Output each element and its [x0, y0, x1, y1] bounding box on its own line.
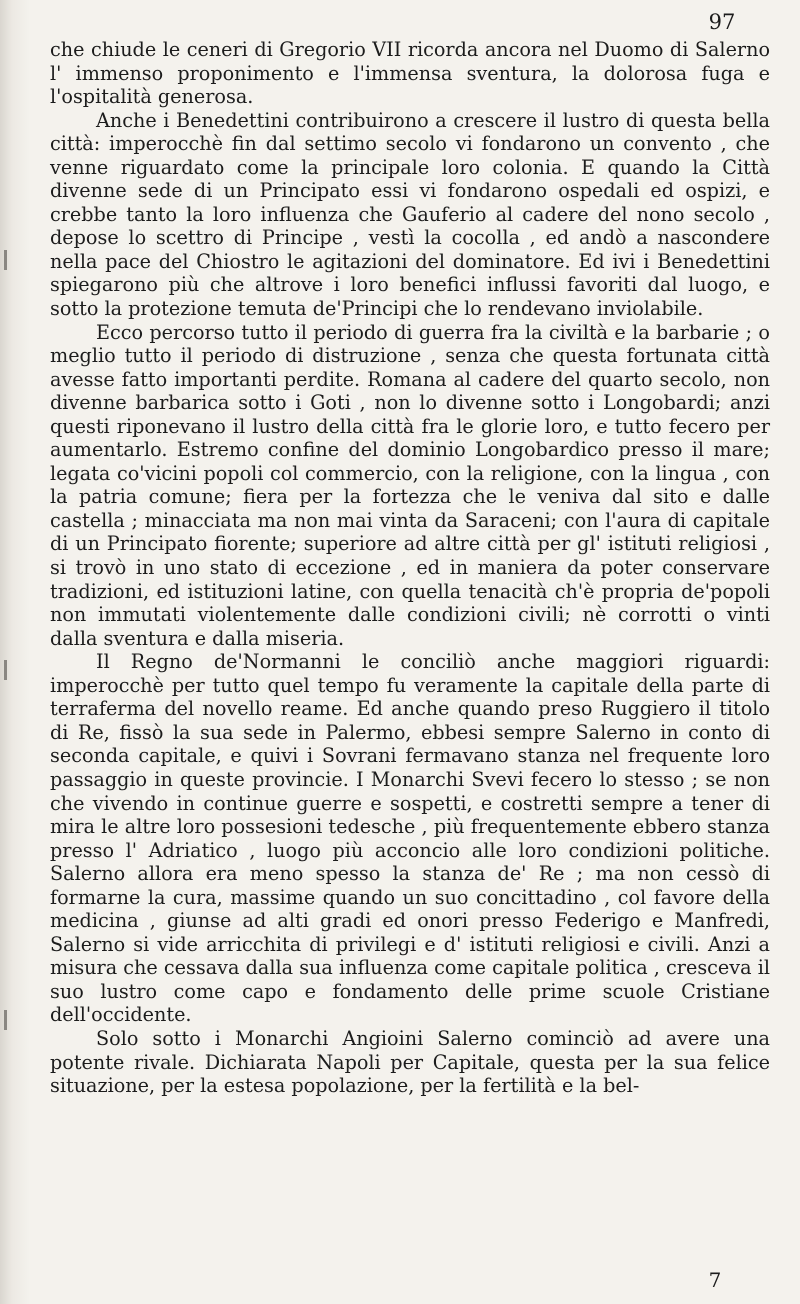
page-body	[50, 38, 770, 1098]
paragraph: Ecco percorso tutto il periodo di guerra fra la civiltà e la barbarie ; o meglio tutto il periodo di distruzione , senza che questa fortunata città avesse fatto importanti perdite. Romana al cadere del quarto secolo, non divenne barbarica sotto i Goti , non lo divenne sotto i Longobardi; anzi questi riponevano il lustro della città fra le glorie loro, e tutto fecero per aumentarlo. Estremo confine del dominio Longobardico presso il mare; legata co'vicini popoli col commercio, con la religione, con la lingua , con la patria comune; fiera per la fortezza che le veniva dal sito e dalle castella ; minacciata ma non mai vinta da Saraceni; con l'aura di capitale di un Principato fiorente; superiore ad altre città per gl' istituti religiosi , si trovò in uno stato di eccezione , ed in maniera da poter conservare tradizioni, ed istituzioni latine, con quella tenacità ch'è propria de'popoli non immutati violentemente dalle condizioni civili; nè corrotti o vinti dalla sventura e dalla miseria.	[50, 320, 770, 650]
margin-mark	[4, 1010, 7, 1030]
margin-mark	[4, 250, 7, 270]
signature-mark: 7	[708, 1268, 722, 1292]
margin-mark	[4, 660, 7, 680]
paragraph: Il Regno de'Normanni le conciliò anche maggiori riguardi: imperocchè per tutto quel tempo fu veramente la capitale della parte di terraferma del novello reame. Ed anche quando preso Ruggiero il titolo di Re, fissò la sua sede in Palermo, ebbesi sempre Salerno in conto di seconda capitale, e quivi i Sovrani fermavano stanza nel frequente loro passaggio in queste provincie. I Monarchi Svevi fecero lo stesso ; se non che vivendo in continue guerre e sospetti, e costretti sempre a tener di mira le altre loro possesioni tedesche , più frequentemente ebbero stanza presso l' Adriatico , luogo più acconcio alle loro condizioni politiche. Salerno allora era meno spesso la stanza de' Re ; ma non cessò di formarne la cura, massime quando un suo concittadino , col favore della medicina , giunse ad alti gradi ed onori presso Federigo e Manfredi, Salerno si vide arricchita di privilegi e d' istituti religiosi e civili. Anzi a misura che cessava dalla sua influenza come capitale politica , cresceva il suo lustro come capo e fondamento delle prime scuole Cristiane dell'occidente.	[50, 650, 770, 1027]
paragraph: Solo sotto i Monarchi Angioini Salerno cominciò ad avere una potente rivale. Dichiarata Napoli per Capitale, questa per la sua felice situazione, per la estesa popolazione, per la fertilità e la bel-	[50, 1026, 770, 1098]
page-number: 97	[708, 10, 736, 34]
paragraph: Anche i Benedettini contribuirono a crescere il lustro di questa bella città: imperocchè fin dal settimo secolo vi fondarono un convento , che venne riguardato come la principale loro colonia. E quando la Città divenne sede di un Principato essi vi fondarono ospedali ed ospizi, e crebbe tanto la loro influenza che Gauferio al cadere del nono secolo , depose lo scettro di Principe , vestì la cocolla , ed andò a nascondere nella pace del Chiostro le agitazioni del dominatore. Ed ivi i Benedettini spiegarono più che altrove i loro benefici influssi favoriti dal luogo, e sotto la protezione temuta de'Principi che lo rendevano inviolabile.	[50, 108, 770, 321]
paragraph: che chiude le ceneri di Gregorio VII ricorda ancora nel Duomo di Salerno l' immenso proponimento e l'immensa sventura, la dolorosa fuga e l'ospitalità generosa.	[50, 38, 770, 109]
